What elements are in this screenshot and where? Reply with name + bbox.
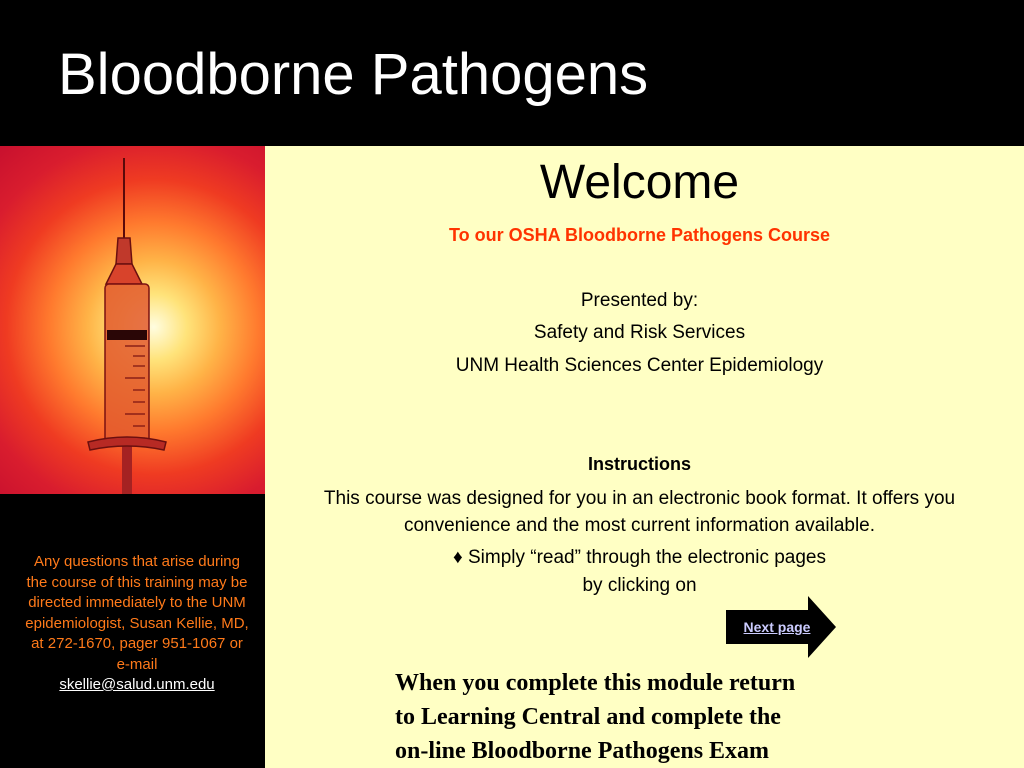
syringe-barrel [105, 284, 149, 444]
welcome-heading: Welcome [539, 156, 740, 209]
completion-note: When you complete this module return to Learning Central and complete the on-line Bloodborne Pathogens Exam [395, 670, 796, 764]
instructions-heading: Instructions [587, 454, 691, 474]
contact-note [24, 552, 250, 696]
next-page-link[interactable]: Next page [743, 619, 811, 635]
syringe-plunger [122, 444, 132, 494]
content-panel [265, 146, 1024, 768]
course-subtitle: To our OSHA Bloodborne Pathogens Course [448, 225, 830, 245]
syringe-hub [116, 238, 132, 264]
presenter-2: UNM Health Sciences Center Epidemiology [455, 355, 824, 376]
slide-title: Bloodborne Pathogens [58, 42, 649, 107]
presented-by-label: Presented by: [580, 290, 699, 311]
syringe-shoulder [106, 264, 142, 284]
instructions-bullet: ♦ Simply “read” through the electronic pages by clicking on [453, 547, 826, 596]
syringe-photo [0, 146, 265, 494]
syringe-icon [0, 146, 265, 494]
presenter-1: Safety and Risk Services [533, 322, 746, 343]
contact-note-text: Any questions that arise during the course of this training may be directed immediately to the UNM epidemiologist, Susan Kellie, MD, at 272-1670, pager 951-1067 or e-mail [25, 553, 249, 673]
syringe-plunger-seal [107, 330, 147, 340]
instructions-body: This course was designed for you in an electronic book format. It offers you convenience and the most current information available. [323, 488, 956, 536]
contact-email-link[interactable]: skellie@salud.unm.edu [59, 676, 215, 693]
next-page-button[interactable] [726, 596, 838, 658]
